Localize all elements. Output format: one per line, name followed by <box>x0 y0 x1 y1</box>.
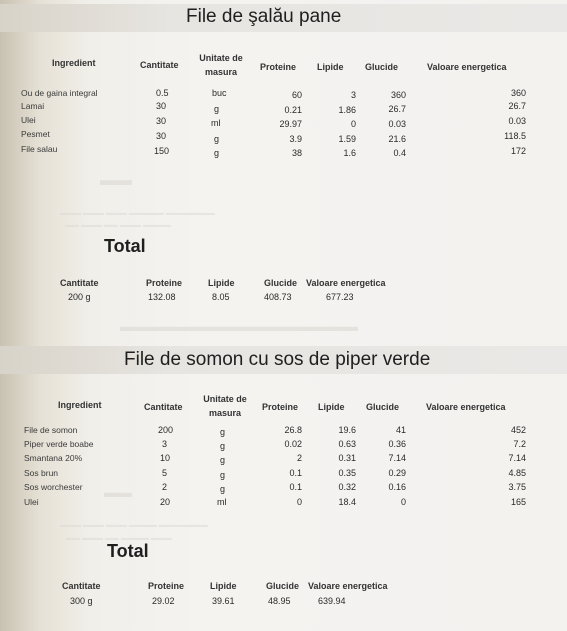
header-ingredient: Ingredient <box>52 58 96 68</box>
proteine-value: 0.1 <box>289 468 302 478</box>
bleed-through-mark: ▬▬▬▬▬▬▬▬▬▬▬▬▬▬▬▬▬ <box>120 318 358 334</box>
valoare-value: 360 <box>510 88 526 98</box>
glucide-value: 41 <box>395 425 406 435</box>
unit: g <box>214 134 220 144</box>
lipide-value: 0.35 <box>338 468 356 478</box>
total-value-lipide: 39.61 <box>212 596 235 606</box>
unit: buc <box>212 88 227 98</box>
header-lipide: Lipide <box>317 62 344 72</box>
lipide-value: 0.32 <box>338 482 356 492</box>
ingredient-name: Ulei <box>24 497 39 507</box>
quantity: 10 <box>160 453 171 463</box>
proteine-value: 60 <box>291 90 302 100</box>
lipide-value: 0.31 <box>338 453 356 463</box>
total-value-cantitate: 200 g <box>68 292 91 302</box>
unit: g <box>220 455 226 465</box>
lipide-value: 1.59 <box>338 134 356 144</box>
total-value-valoare: 677.23 <box>326 292 354 302</box>
total-label-glucide: Glucide <box>266 581 300 591</box>
header-proteine: Proteine <box>262 402 299 412</box>
ingredient-name: Pesmet <box>21 129 50 139</box>
valoare-value: 0.03 <box>508 116 526 126</box>
recipe-title: File de somon cu sos de piper verde <box>124 349 431 370</box>
proteine-value: 0 <box>296 497 302 507</box>
unit: ml <box>217 497 227 507</box>
glucide-value: 0.16 <box>388 482 406 492</box>
ingredient-name: Lamai <box>21 101 45 111</box>
total-title: Total <box>104 236 146 256</box>
glucide-value: 0.4 <box>393 148 406 158</box>
unit: g <box>214 148 220 158</box>
ingredient-name: Ou de gaina integral <box>21 88 98 98</box>
total-label-lipide: Lipide <box>208 278 235 288</box>
unit: g <box>214 104 220 114</box>
ingredient-name: Smantana 20% <box>24 453 83 463</box>
glucide-value: 0 <box>400 497 406 507</box>
valoare-value: 118.5 <box>504 131 526 141</box>
quantity: 200 <box>158 425 174 435</box>
bleed-through-mark: ▬▬▬ ▬▬▬ ▬▬▬ ▬▬▬▬ ▬▬▬▬▬▬▬ <box>60 522 208 529</box>
header-cantitate: Cantitate <box>144 402 183 412</box>
ingredient-name: File de somon <box>24 425 78 435</box>
bleed-through-mark: ▬▬ ▬▬▬ ▬▬ ▬▬▬ ▬▬▬▬ <box>65 222 171 229</box>
total-value-proteine: 132.08 <box>148 292 176 302</box>
proteine-value: 0.1 <box>289 482 302 492</box>
quantity: 2 <box>162 482 168 492</box>
glucide-value: 0.29 <box>388 468 406 478</box>
quantity: 20 <box>160 497 171 507</box>
glucide-value: 26.7 <box>388 104 406 114</box>
valoare-value: 452 <box>510 425 526 435</box>
valoare-value: 26.7 <box>508 101 526 111</box>
total-title: Total <box>107 541 149 561</box>
header-valoare: Valoare energetica <box>426 402 506 412</box>
glucide-value: 0.36 <box>388 439 406 449</box>
header-glucide: Glucide <box>365 62 399 72</box>
unit: ml <box>211 118 221 128</box>
valoare-value: 7.14 <box>508 453 526 463</box>
header-cantitate: Cantitate <box>140 60 179 70</box>
lipide-value: 1.86 <box>338 105 356 115</box>
total-label-proteine: Proteine <box>146 278 183 288</box>
header-valoare: Valoare energetica <box>427 62 507 72</box>
proteine-value: 38 <box>291 148 302 158</box>
bleed-through-mark: ▬▬ ▬▬▬ ▬▬ ▬▬▬▬ ▬▬▬ <box>66 535 172 542</box>
valoare-value: 165 <box>510 497 526 507</box>
proteine-value: 2 <box>296 453 302 463</box>
header-ingredient: Ingredient <box>58 400 102 410</box>
quantity: 150 <box>154 146 170 156</box>
ingredient-name: Sos worchester <box>24 482 83 492</box>
total-label-proteine: Proteine <box>148 581 185 591</box>
valoare-value: 4.85 <box>508 468 526 478</box>
total-value-cantitate: 300 g <box>70 596 93 606</box>
total-value-glucide: 48.95 <box>268 596 291 606</box>
glucide-value: 21.6 <box>388 134 406 144</box>
header-unitate: Unitate de masura <box>199 53 243 77</box>
lipide-value: 19.6 <box>338 425 356 435</box>
quantity: 30 <box>156 131 167 141</box>
quantity: 30 <box>156 101 167 111</box>
proteine-value: 0.02 <box>284 439 302 449</box>
valoare-value: 172 <box>510 146 526 156</box>
lipide-value: 3 <box>350 90 356 100</box>
total-value-proteine: 29.02 <box>152 596 175 606</box>
total-label-valoare: Valoare energetica <box>308 581 388 591</box>
proteine-value: 29.97 <box>279 119 302 129</box>
total-value-lipide: 8.05 <box>212 292 230 302</box>
total-value-valoare: 639.94 <box>318 596 346 606</box>
ingredient-name: Piper verde boabe <box>24 439 94 449</box>
header-lipide: Lipide <box>318 402 345 412</box>
unit: g <box>220 427 226 437</box>
unit: g <box>220 484 226 494</box>
header-unitate: Unitate de masura <box>203 394 247 418</box>
quantity: 0.5 <box>156 88 169 98</box>
bleed-through-mark: ▬▬▬ ▬▬▬ ▬▬▬ ▬▬▬▬▬ ▬▬▬▬▬▬▬ <box>60 210 215 217</box>
glucide-value: 0.03 <box>388 119 406 129</box>
ingredient-name: File salau <box>21 144 58 154</box>
unit: g <box>220 441 226 451</box>
unit: g <box>220 470 226 480</box>
total-label-cantitate: Cantitate <box>60 278 99 288</box>
quantity: 30 <box>156 116 167 126</box>
total-label-lipide: Lipide <box>210 581 237 591</box>
proteine-value: 3.9 <box>289 134 302 144</box>
bleed-through-mark: ▬▬ <box>104 484 132 500</box>
lipide-value: 1.6 <box>343 148 356 158</box>
recipe-title: File de şalău pane <box>186 6 342 27</box>
quantity: 3 <box>162 439 168 449</box>
valoare-value: 7.2 <box>513 439 526 449</box>
total-value-glucide: 408.73 <box>264 292 292 302</box>
glucide-value: 7.14 <box>388 453 406 463</box>
total-label-glucide: Glucide <box>264 278 298 288</box>
quantity: 5 <box>162 468 168 478</box>
ingredient-name: Sos brun <box>24 468 59 478</box>
header-proteine: Proteine <box>260 62 297 72</box>
proteine-value: 0.21 <box>284 105 302 115</box>
header-glucide: Glucide <box>366 402 400 412</box>
valoare-value: 3.75 <box>508 482 526 492</box>
proteine-value: 26.8 <box>284 425 302 435</box>
lipide-value: 18.4 <box>338 497 356 507</box>
total-label-valoare: Valoare energetica <box>306 278 386 288</box>
total-label-cantitate: Cantitate <box>62 581 101 591</box>
lipide-value: 0.63 <box>338 439 356 449</box>
bleed-through-mark: ▬▬ <box>100 172 132 189</box>
glucide-value: 360 <box>390 90 406 100</box>
ingredient-name: Ulei <box>21 115 36 125</box>
lipide-value: 0 <box>350 119 356 129</box>
